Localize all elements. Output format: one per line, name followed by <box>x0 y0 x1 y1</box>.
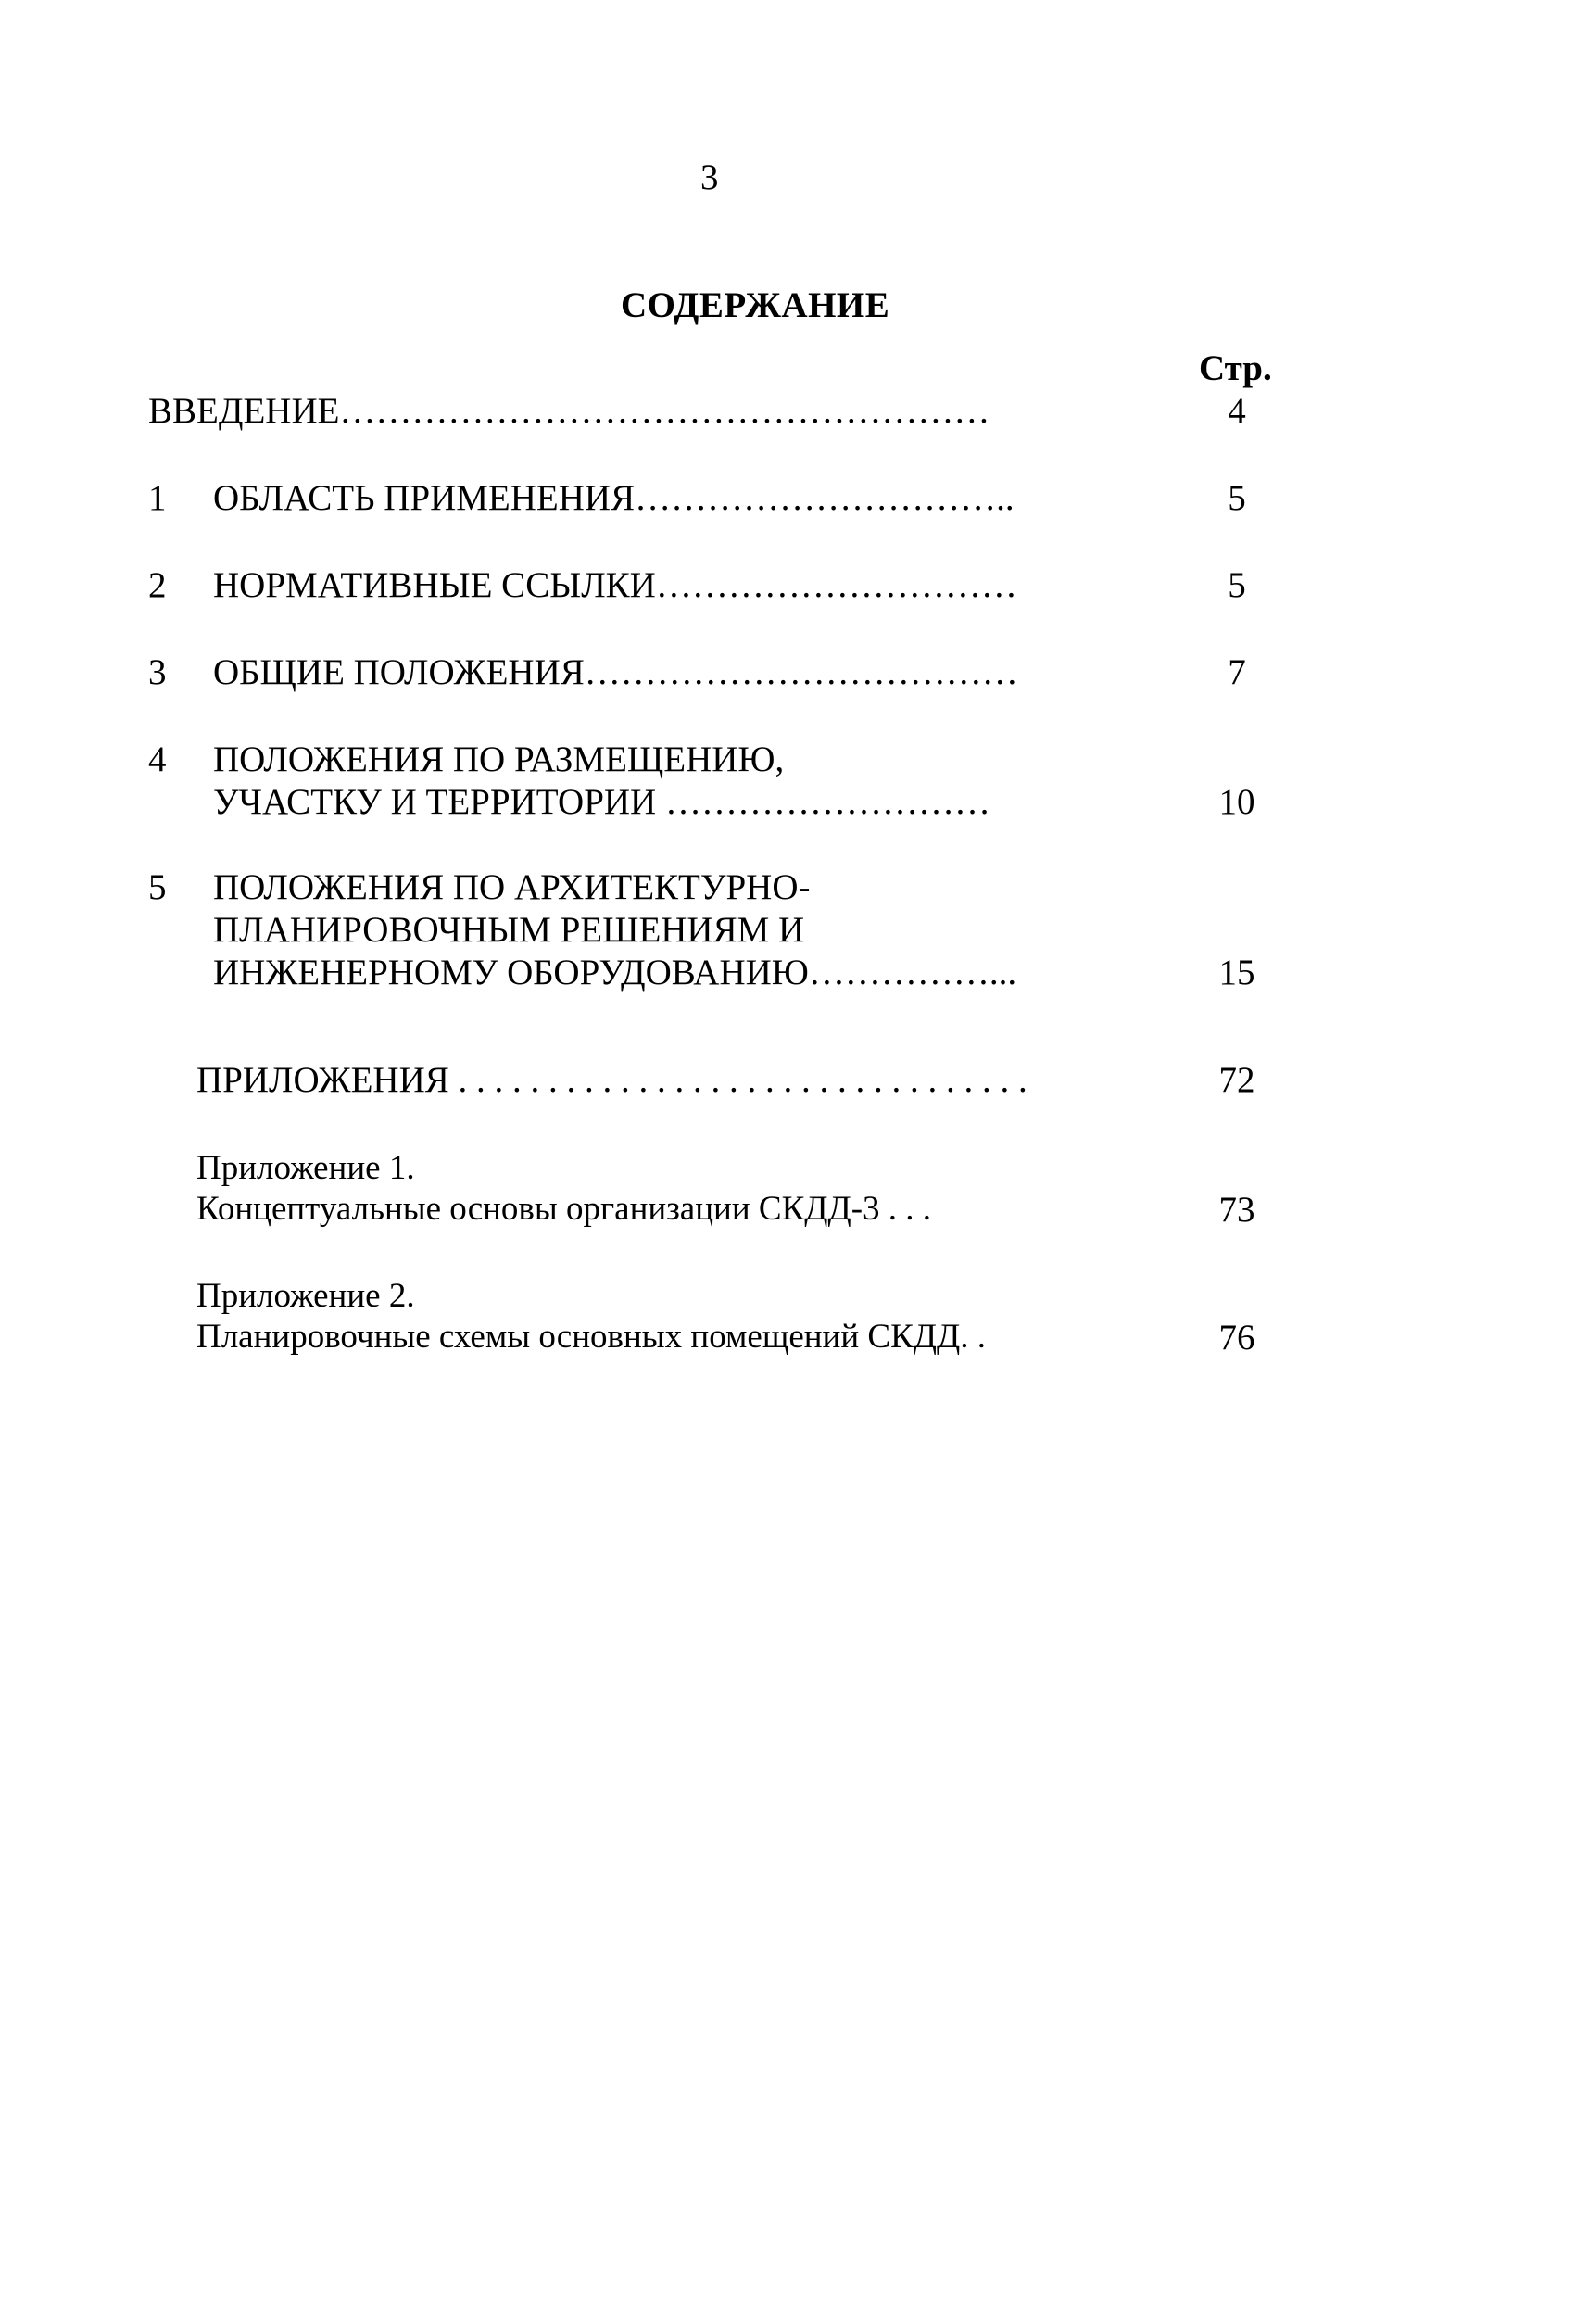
toc-entry-line: Концептуальные основы организации СКДД-3 . . . <box>196 1190 932 1228</box>
toc-entry-page: 72 <box>1218 1060 1255 1100</box>
toc-entry-line: Приложение 2. <box>196 1277 415 1315</box>
toc-title: СОДЕРЖАНИЕ <box>621 285 890 325</box>
page-number: 3 <box>700 158 719 197</box>
toc-entry-line: УЧАСТКУ И ТЕРРИТОРИИ ……………………… <box>213 782 990 822</box>
toc-entry-number: 3 <box>148 652 167 692</box>
toc-entry-page: 5 <box>1228 565 1246 605</box>
toc-entry-page: 10 <box>1218 782 1255 822</box>
toc-entry-label: ОБЩИЕ ПОЛОЖЕНИЯ……………………………… <box>213 652 1018 692</box>
toc-entry-page: 73 <box>1218 1190 1255 1230</box>
toc-entry-line: ПОЛОЖЕНИЯ ПО АРХИТЕКТУРНО- <box>213 867 811 907</box>
toc-entry-number: 5 <box>148 867 167 907</box>
toc-entry-page: 76 <box>1218 1318 1255 1358</box>
page-column-label: Стр. <box>1199 348 1272 388</box>
toc-entry-number: 1 <box>148 478 167 518</box>
toc-entry-number: 2 <box>148 565 167 605</box>
toc-entry-page: 5 <box>1228 478 1246 518</box>
toc-entry-line: Планировочные схемы основных помещений СКДД. . <box>196 1318 986 1356</box>
toc-entry-label: ПРИЛОЖЕНИЯ . . . . . . . . . . . . . . . . . . . . . . . . . . . . . . . . <box>196 1060 1027 1100</box>
toc-entry-line: ИНЖЕНЕРНОМУ ОБОРУДОВАНИЮ……………... <box>213 953 1017 992</box>
toc-entry-label: НОРМАТИВНЫЕ ССЫЛКИ………………………… <box>213 565 1017 605</box>
toc-entry-number: 4 <box>148 739 167 779</box>
toc-entry-line: Приложение 1. <box>196 1149 415 1187</box>
toc-entry-line: ПОЛОЖЕНИЯ ПО РАЗМЕЩЕНИЮ, <box>213 739 785 779</box>
toc-entry-page: 7 <box>1228 652 1246 692</box>
toc-entry-page: 15 <box>1218 953 1255 992</box>
toc-entry-line: ПЛАНИРОВОЧНЫМ РЕШЕНИЯМ И <box>213 910 805 950</box>
toc-entry-label: ВВЕДЕНИЕ……………………………………………… <box>148 391 990 431</box>
toc-entry-label: ОБЛАСТЬ ПРИМЕНЕНИЯ………………………….. <box>213 478 1015 518</box>
toc-entry-page: 4 <box>1228 391 1246 431</box>
